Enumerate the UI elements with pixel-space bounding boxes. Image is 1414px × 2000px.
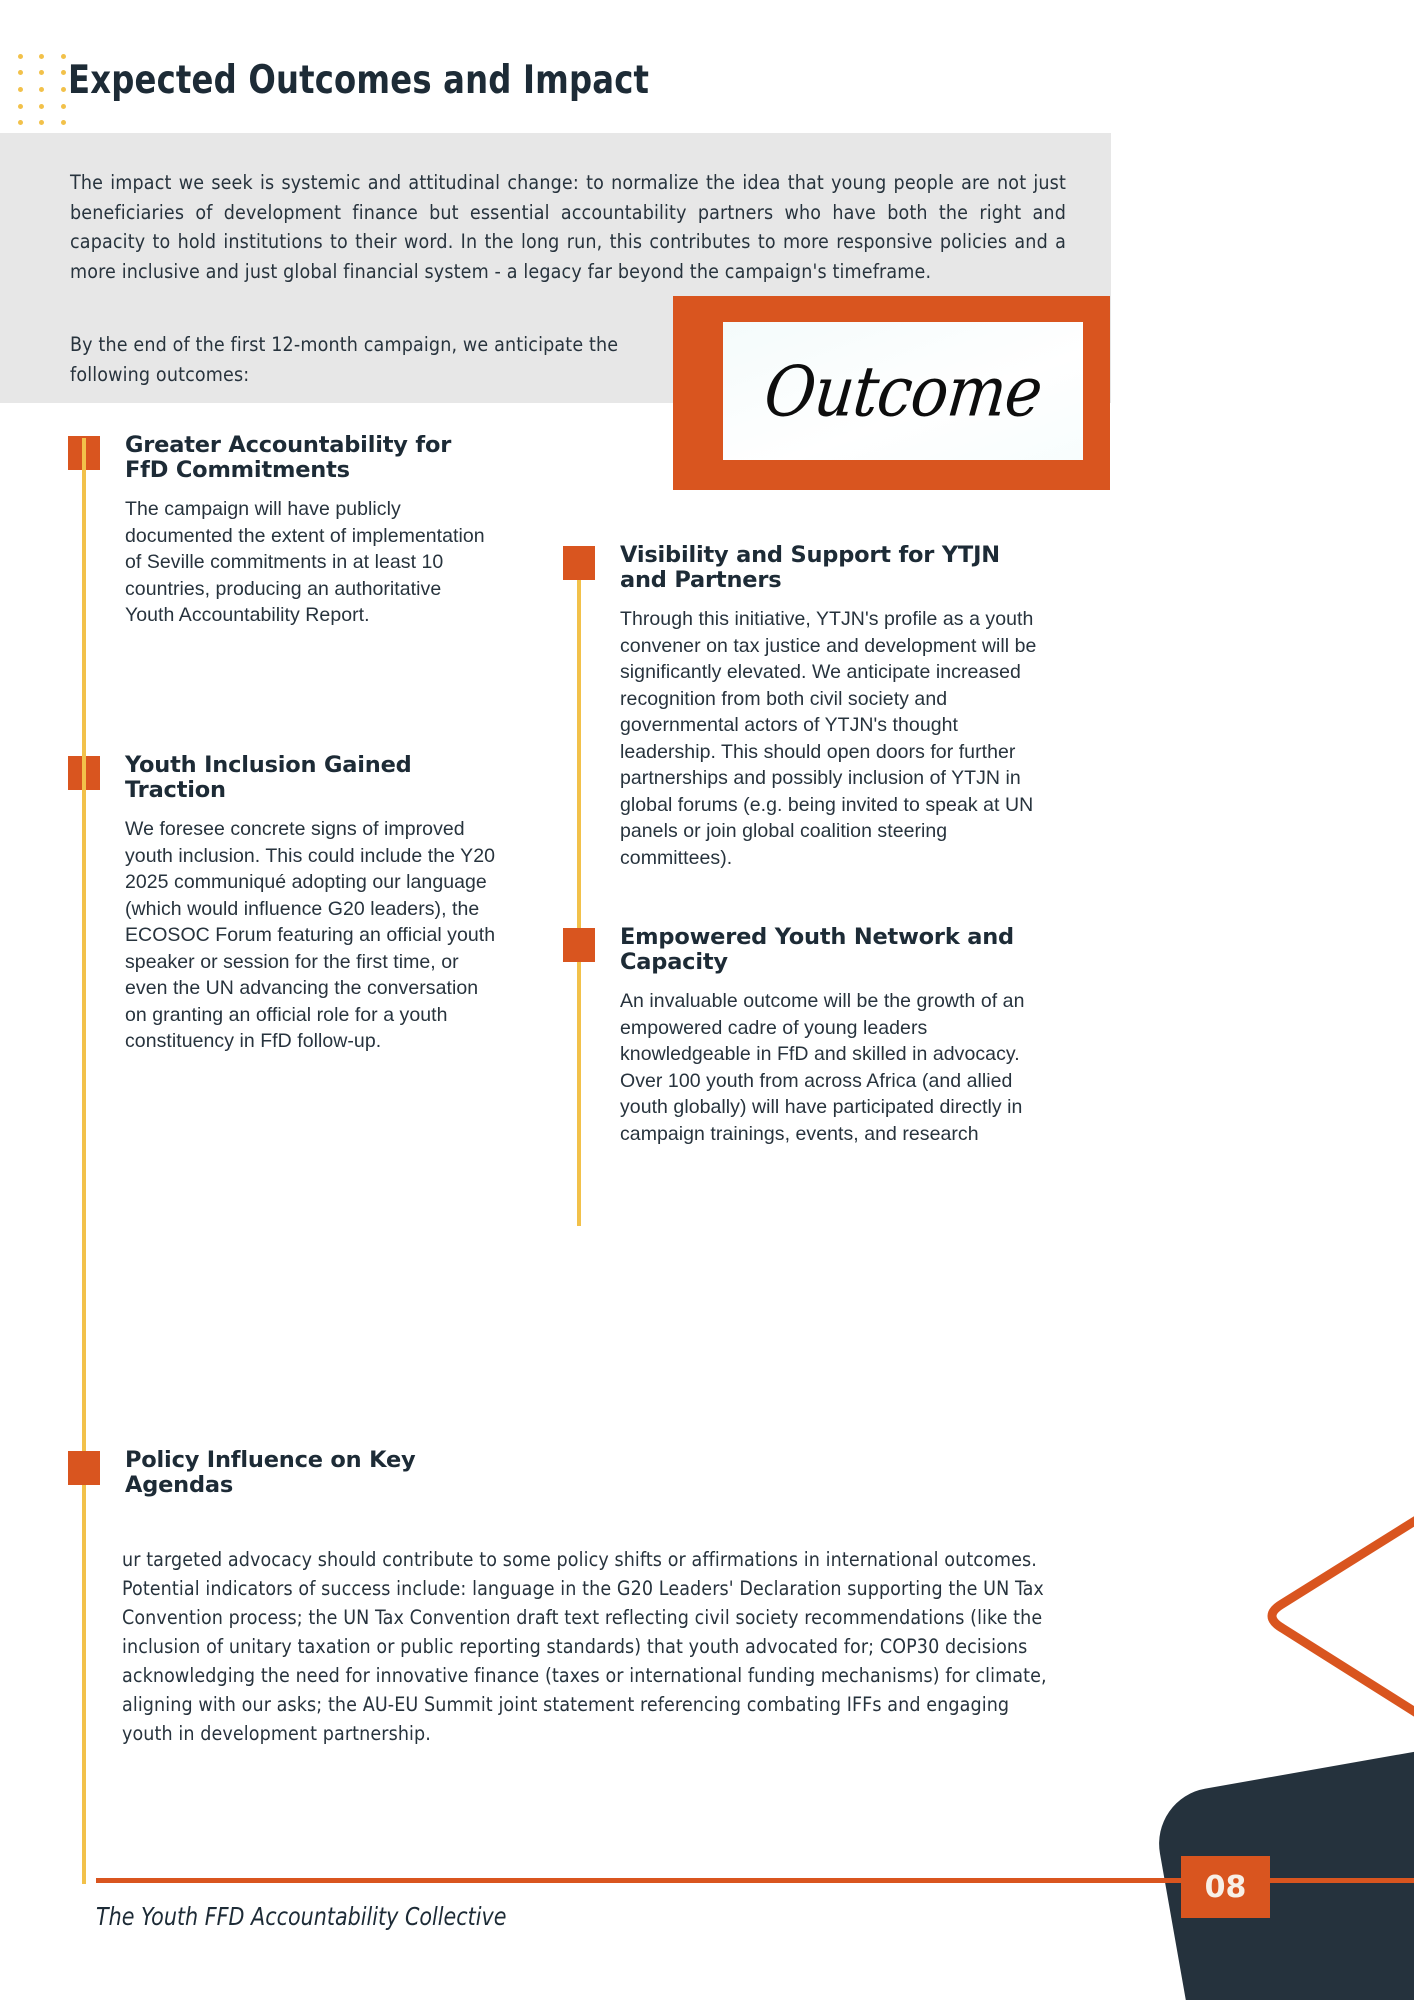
intro-paragraph-1: The impact we seek is systemic and attitudinal change: to normalize the idea that young people are not just beneficiaries of development finance but essential accountability partners who have both the right and capacity to hold institutions to their word. In the long run, this contributes to more responsive policies and a more inclusive and just global financial system - a legacy far beyond the campaign's timeframe. (70, 171, 1066, 283)
policy-influence-body: ur targeted advocacy should contribute to some policy shifts or affirmations in international outcomes. Potential indicators of success include: language in the G20 Leaders' Declaration supporting the UN Tax Convention process; the UN Tax Convention draft text reflecting civil society recommendations (like the inclusion of unitary taxation or public reporting standards) that youth advocated for; COP30 decisions acknowledging the need for innovative finance (taxes or international funding mechanisms) for climate, aligning with our asks; the AU-EU Summit joint statement referencing combating IFFs and engaging youth in development partnership. (122, 1548, 1047, 1745)
outcome-body: The campaign will have publicly documented the extent of implementation of Seville commitments in at least 10 countries, producing an authoritative Youth Accountability Report. (125, 498, 485, 626)
outcome-title: Greater Accountability for FfD Commitments (125, 432, 452, 483)
chevron-icon (1242, 1494, 1414, 1764)
outcome-block-text (125, 1448, 525, 1498)
outcome-block-text (620, 543, 1050, 871)
outcome-script-word: Outcome (760, 350, 1046, 432)
outcome-block-text (125, 433, 488, 629)
page-title: Expected Outcomes and Impact (68, 58, 650, 103)
timeline-stem (577, 961, 581, 1226)
timeline-stem (82, 438, 86, 1884)
chevron-decoration (1242, 1494, 1414, 1764)
page-number-badge: 08 (1181, 1856, 1270, 1918)
outcome-block-text (620, 925, 1052, 1147)
bullet-marker-square (563, 928, 595, 962)
outcome-title: Policy Influence on Key Agendas (125, 1447, 416, 1498)
outcome-title: Youth Inclusion Gained Traction (125, 752, 412, 803)
outcome-title: Visibility and Support for YTJN and Partners (620, 542, 1000, 593)
outcome-body: An invaluable outcome will be the growth of an empowered cadre of young leaders knowledgeable in FfD and skilled in advocacy. Over 100 youth from across Africa (and allied youth globally) will have participated directly in campaign trainings, events, and research (620, 990, 1025, 1145)
timeline-stem (577, 579, 581, 931)
outcome-image-inner (723, 322, 1083, 460)
intro-paragraph-2: By the end of the first 12-month campaign, we anticipate the following outcomes: (70, 333, 619, 386)
outcome-block-text (125, 753, 497, 1055)
outcome-image-frame (673, 296, 1110, 490)
footer-organization: The Youth FFD Accountability Collective (96, 1902, 507, 1931)
bullet-marker-square (68, 1451, 100, 1485)
outcome-title: Empowered Youth Network and Capacity (620, 924, 1014, 975)
bullet-marker-square (563, 546, 595, 580)
outcome-body: Through this initiative, YTJN's profile as a youth convener on tax justice and development will be significantly elevated. We anticipate increased recognition from both civil society and governmental actors of YTJN's thought leadership. This should open doors for further partnerships and possibly inclusion of YTJN in global forums (e.g. being invited to speak at UN panels or join global coalition steering committees). (620, 608, 1037, 869)
outcome-body: We foresee concrete signs of improved youth inclusion. This could include the Y20 2025 communiqué adopting our language (which would influence G20 leaders), the ECOSOC Forum featuring an official youth speaker or session for the first time, or even the UN advancing the conversation on granting an official role for a youth constituency in FfD follow-up. (125, 818, 496, 1052)
